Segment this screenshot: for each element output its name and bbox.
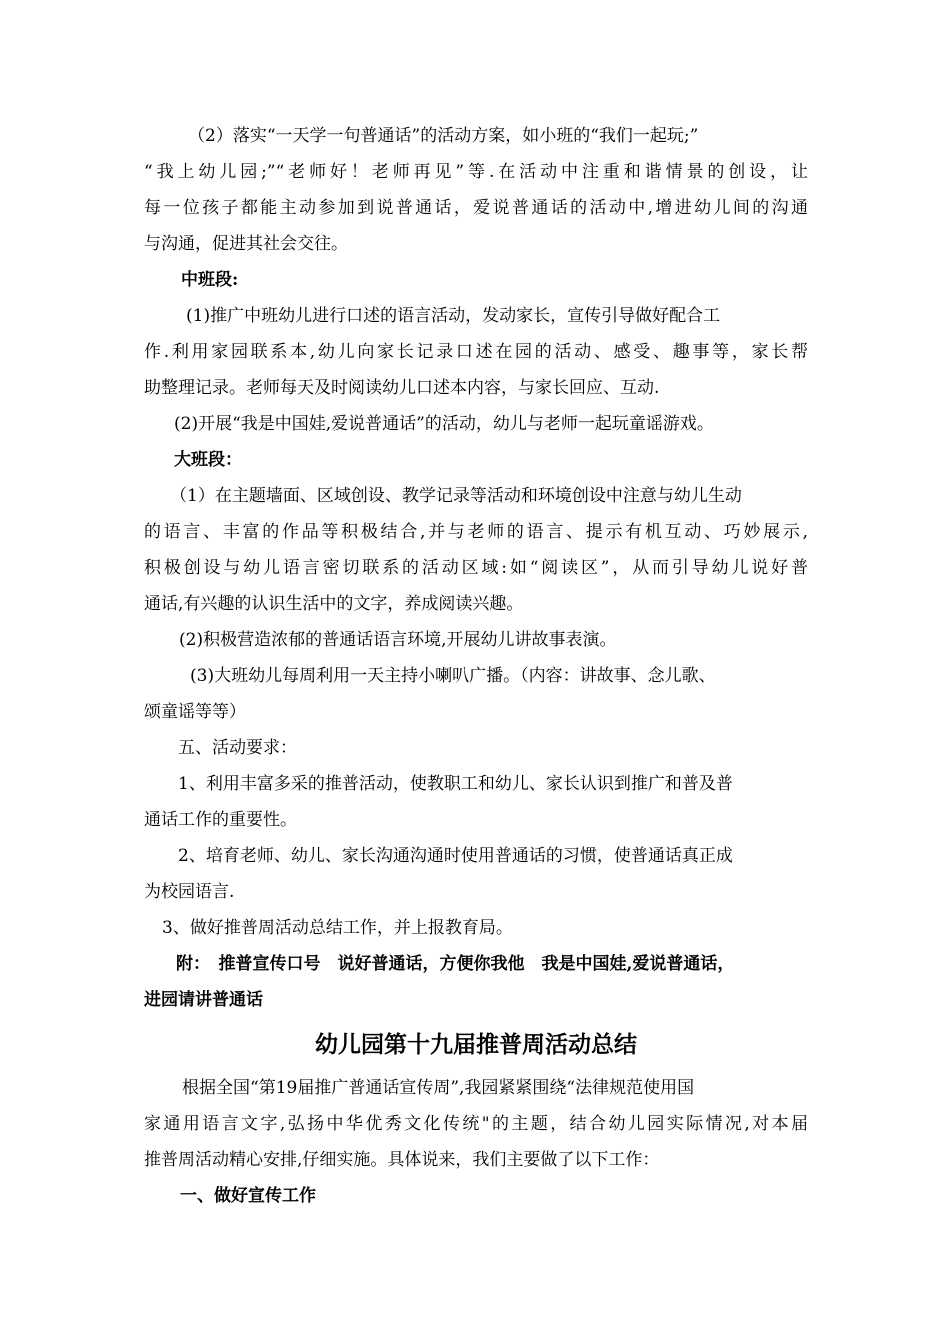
paragraph-line: “我上幼儿园;”“老师好！老师再见”等.在活动中注重和谐情景的创设，让 [144,162,808,182]
paragraph-line: 的语言、丰富的作品等积极结合,并与老师的语言、提示有机互动、巧妙展示, [144,522,808,542]
paragraph-line: 与沟通，促进其社会交往。 [144,234,348,254]
paragraph-line: 作.利用家园联系本,幼儿向家长记录口述在园的活动、感受、趣事等，家长帮 [144,342,808,362]
document-title: 幼儿园第十九届推普周活动总结 [315,1032,637,1058]
paragraph-line: (2)开展“我是中国娃,爱说普通话”的活动，幼儿与老师一起玩童谣游戏。 [174,414,714,434]
paragraph-line: 2、培育老师、幼儿、家长沟通沟通时使用普通话的习惯，使普通话真正成 [178,846,733,866]
paragraph-line: (3)大班幼儿每周利用一天主持小喇叭广播。（内容：讲故事、念儿歌、 [190,666,716,686]
paragraph-line: （1）在主题墙面、区域创设、教学记录等活动和环境创设中注意与幼儿生动 [170,486,742,506]
slogan-line: 附： 推普宣传口号 说好普通话，方便你我他 我是中国娃,爱说普通话， [176,954,735,974]
paragraph-line: 通话工作的重要性。 [144,810,297,830]
paragraph-line: 颂童谣等等） [144,702,246,722]
paragraph-line: 根据全国“第19届推广普通话宣传周”,我园紧紧围绕“法律规范使用国 [182,1078,695,1098]
paragraph-line: 通话,有兴趣的认识生活中的文字，养成阅读兴趣。 [144,594,524,614]
paragraph-line: 1、利用丰富多采的推普活动，使教职工和幼儿、家长认识到推广和普及普 [178,774,733,794]
paragraph-line: 每一位孩子都能主动参加到说普通话，爱说普通话的活动中,增进幼儿间的沟通 [144,198,808,218]
paragraph-line: 推普周活动精心安排,仔细实施。具体说来，我们主要做了以下工作： [144,1150,660,1170]
section-heading-requirements: 五、活动要求： [178,738,297,758]
paragraph-line: 家通用语言文字,弘扬中华优秀文化传统"的主题，结合幼儿园实际情况,对本届 [144,1114,808,1134]
paragraph-line: （2）落实“一天学一句普通话”的活动方案，如小班的“我们一起玩;” [188,126,699,146]
paragraph-line: 助整理记录。老师每天及时阅读幼儿口述本内容，与家长回应、互动. [144,378,660,398]
paragraph-line: (2)积极营造浓郁的普通话语言环境,开展幼儿讲故事表演。 [179,630,617,650]
paragraph-line: 3、做好推普周活动总结工作，并上报教育局。 [162,918,513,938]
section-heading-publicity: 一、做好宣传工作 [180,1186,316,1206]
section-heading-middle-class: 中班段: [181,270,239,290]
section-heading-senior-class: 大班段： [174,450,242,470]
slogan-line: 进园请讲普通话 [144,990,263,1010]
document-page [144,118,808,1214]
paragraph-line: 积极创设与幼儿语言密切联系的活动区域:如“阅读区”，从而引导幼儿说好普 [144,558,808,578]
paragraph-line: 为校园语言. [144,882,235,902]
paragraph-line: (1)推广中班幼儿进行口述的语言活动，发动家长，宣传引导做好配合工 [186,306,721,326]
